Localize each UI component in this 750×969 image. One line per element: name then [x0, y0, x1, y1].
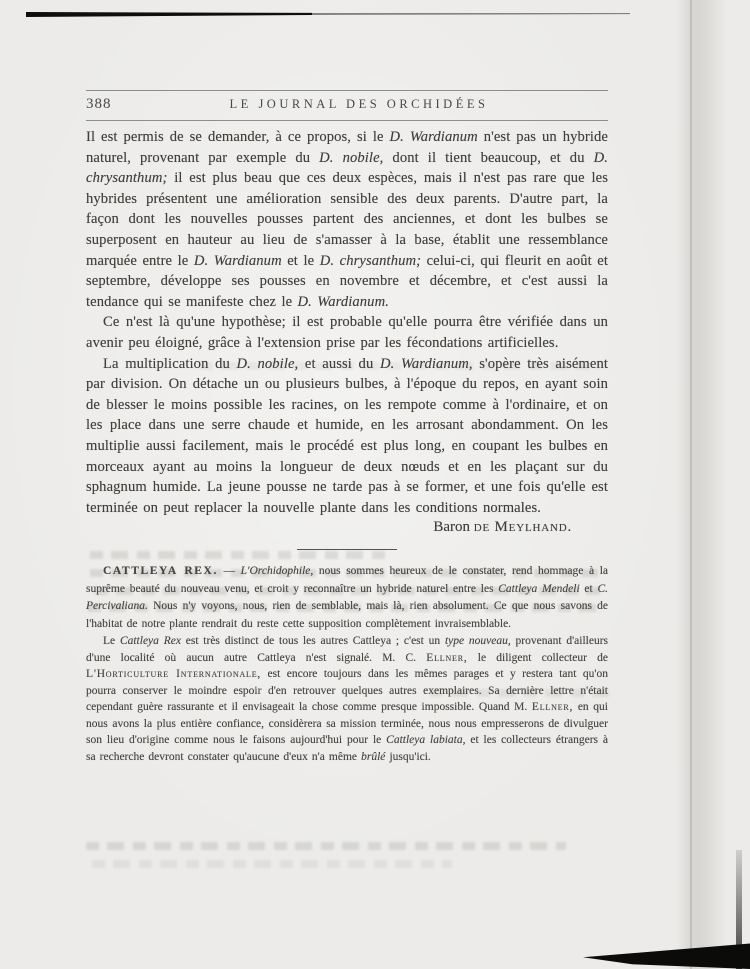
- paragraph-dendrobium-1: Il est permis de se demander, à ce propos, si le D. Wardianum n'est pas un hybride naturel, provenant par exemple du D. nobile, dont il tient beaucoup, et du D. chrysanthum; il est plus beau que ces deux espèces, mais il n'est pas rare que les hybrides présentent une amélioration sensible des deux parents. D'autre part, la façon dont les nouvelles pousses partent des anciennes, et dont les bulbes se superposent en hauteur au lieu de s'amasser à la base, établit une ressemblance marquée entre le D. Wardianum et le D. chrysanthum; celui-ci, qui fleurit en août et septembre, développe ses pousses en novembre et décembre, et c'est aussi la tendance qui se manifeste chez le D. Wardianum.: [86, 129, 609, 310]
- bleed-through-artifact: [86, 842, 566, 850]
- paragraph-cattleya-rex-2: Le Cattleya Rex est très distinct de tous les autres Cattleya ; c'est un type nouveau, provenant d'ailleurs d'une localité où aucun autre Cattleya n'est signalé. M. C. Ellner, le diligent collecteur de L'Horticulture Internationale, est encore toujours dans les mêmes parages et y restera tant qu'on pourra conserver le moindre espoir d'en retrouver quelques autres exemplaires. Sa dernière lettre n'était cependant guère rassurante et il envisageait la chose comme presque impossible. Quand M. Ellner, en qui nous avons la plus entière confiance, considèrera sa mission terminée, nous nous empresserons de divulguer son lieu d'origine comme nous le faisons aujourd'hui pour le Cattleya labiata, et les collecteurs étrangers à sa recherche devront constater qu'aucune d'eux n'a même brûlé jusqu'ici.: [86, 634, 608, 764]
- paragraph-cattleya-rex-1: CATTLEYA REX. — L'Orchidophile, nous sommes heureux de le constater, rend hommage à la suprême beauté du nouveau venu, et croit y reconnaître un hybride naturel entre les Cattleya Mendeli et C. Percivaliana. Nous n'y voyons, nous, rien de semblable, mais là, rien absolument. Ce que nous savons de l'habitat de notre plante rendrait du reste cette supposition complètement invraisemblable.: [86, 565, 608, 630]
- running-head: [86, 90, 608, 121]
- paragraph-dendrobium-3: La multiplication du D. nobile, et aussi du D. Wardianum, s'opère très aisément par division. On détache un ou plusieurs bulbes, à l'époque du repos, en ayant soin de blesser le moins possible les racines, on les rempote comme à l'ordinaire, et on les place dans une serre chaude et humide, en les arrosant abondamment. On les multiplie aussi facilement, mais le procédé est plus long, en coupant les bulbes en morceaux ayant au moins la longueur de deux nœuds et en les plaçant sur du sphagnum humide. La jeune pousse ne tarde pas à se former, et une fois qu'elle est terminée on peut replacer la nouvelle plante dans les conditions normales.: [86, 355, 609, 516]
- page-number: 388: [86, 96, 112, 112]
- scan-corner-shadow: [583, 943, 750, 969]
- page-fold-line: [690, 0, 692, 969]
- bleed-through-artifact: [92, 860, 452, 868]
- page-body: [86, 127, 608, 766]
- scan-edge-shadow-right: [736, 850, 742, 969]
- scan-edge-streak-top: [26, 12, 312, 17]
- section-divider: [297, 549, 397, 550]
- paragraph-dendrobium-2: Ce n'est là qu'une hypothèse; il est probable qu'elle pourra être vérifiée dans un avenir peu éloigné, grâce à l'extension prise par les fécondations artificielles.: [86, 314, 608, 351]
- author-signature: Baron de Meylhand.: [433, 519, 572, 536]
- scan-edge-streak-top-tail: [312, 13, 630, 15]
- page-fold-shadow: [676, 0, 728, 969]
- journal-title: LE JOURNAL DES ORCHIDÉES: [229, 97, 489, 111]
